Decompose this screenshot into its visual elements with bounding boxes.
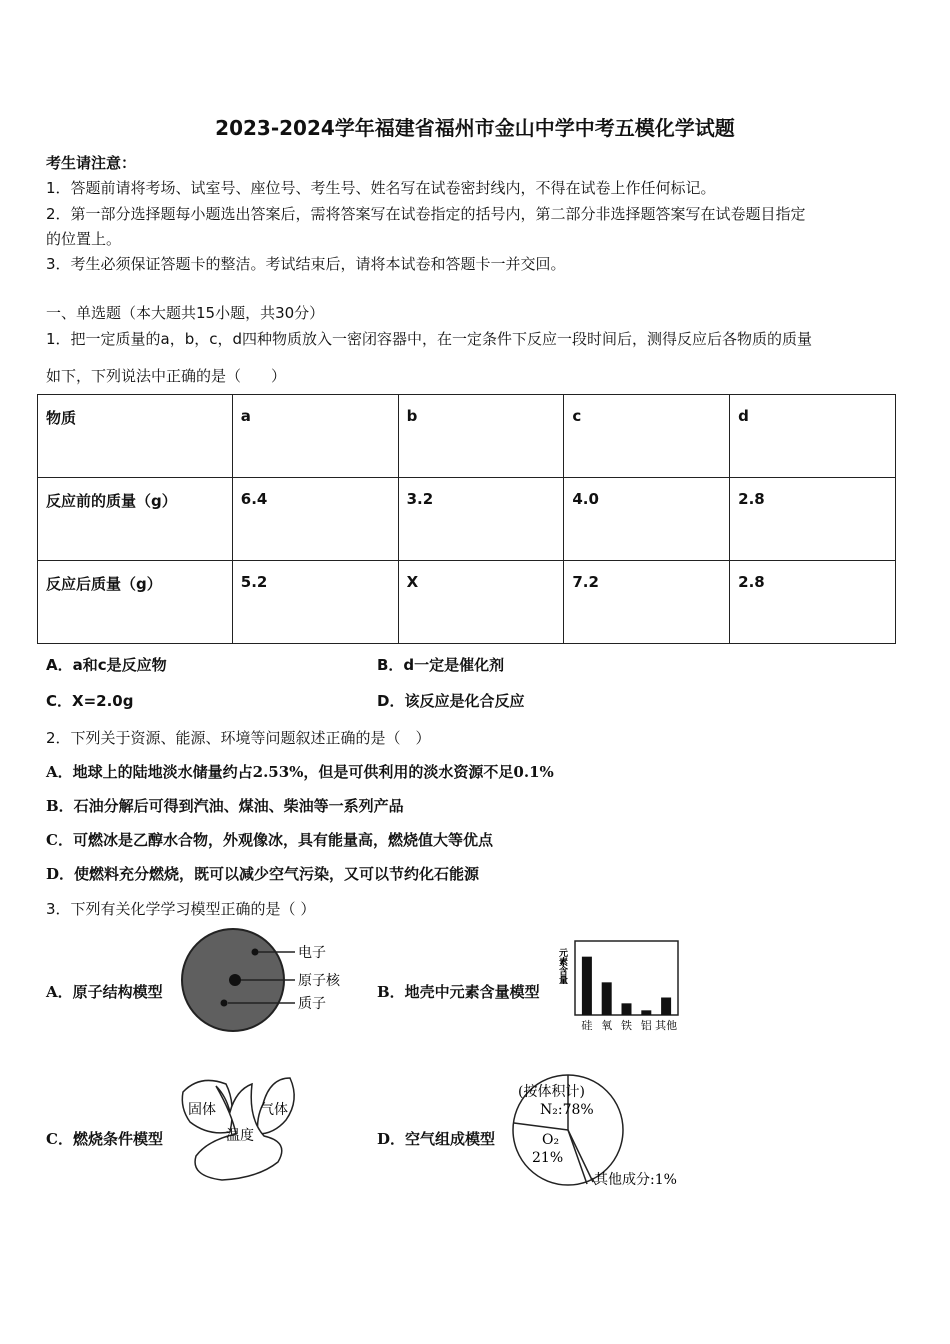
q3-option-a: A．原子结构模型 [46,983,163,1001]
q3-option-d: D．空气组成模型 [377,1130,496,1148]
q1-stem-cont: 如下，下列说法中正确的是（ ） [46,367,287,385]
section-heading: 一、单选题（本大题共15小题，共30分） [46,304,325,322]
q3-option-c: C．燃烧条件模型 [46,1130,163,1148]
tick-label: 硅 [581,1019,593,1032]
table-row [38,395,896,478]
table-cell: 物质 [38,395,233,478]
notice-item-1: 1．答题前请将考场、试室号、座位号、考生号、姓名写在试卷密封线内，不得在试卷上作任何标记。 [46,179,716,197]
notice-item-2: 2．第一部分选择题每小题选出答案后，需将答案写在试卷指定的括号内，第二部分非选择题答案写在试卷题目指定 [46,205,806,223]
bar-其他 [661,998,671,1016]
table-cell: 3.2 [398,478,564,561]
crust-bar-chart [555,938,685,1034]
bar-氧 [602,982,612,1015]
notice-heading: 考生请注意： [46,154,137,172]
table-cell: 4.0 [564,478,730,561]
air-composition-figure [510,1072,700,1192]
solid-label: 固体 [188,1102,216,1118]
q3-option-b: B．地壳中元素含量模型 [377,983,540,1001]
table-cell: 反应后质量（g） [38,561,233,644]
table-cell: d [730,395,896,478]
tick-label: 铝 [640,1019,652,1032]
tick-label: 铁 [621,1019,632,1032]
table-cell: 反应前的质量（g） [38,478,233,561]
o2-label: O₂ [542,1132,560,1148]
notice-item-3: 3．考生必须保证答题卡的整洁。考试结束后，请将本试卷和答题卡一并交回。 [46,255,566,273]
tick-label: 氧 [601,1019,613,1032]
table-cell: 6.4 [232,478,398,561]
tick-label: 其他 [655,1019,678,1032]
q1-option-b: B．d一定是催化剂 [377,656,505,674]
page-title: 2023-2024学年福建省福州市金山中学中考五模化学试题 [215,116,735,140]
table-cell: 2.8 [730,478,896,561]
q2-option-a: A．地球上的陆地淡水储量约占2.53%，但是可供利用的淡水资源不足0.1% [46,763,554,781]
chart-ylabel: 元素含量 [557,948,567,984]
other-label: 其他成分:1% [594,1172,677,1188]
q1-stem: 1．把一定质量的a，b，c，d四种物质放入一密闭容器中，在一定条件下反应一段时间后，测得反应后各物质的质量 [46,330,813,348]
bar-铁 [622,1003,632,1015]
notice-item-2-cont: 的位置上。 [46,230,122,248]
q2-stem: 2．下列关于资源、能源、环境等问题叙述正确的是（ ） [46,729,431,747]
combustion-model-figure [178,1072,308,1184]
table-row [38,478,896,561]
proton-label: 质子 [298,996,326,1012]
nucleus-label: 原子核 [298,973,340,989]
q2-option-b: B．石油分解后可得到汽油、煤油、柴油等一系列产品 [46,797,404,815]
table-cell: b [398,395,564,478]
q1-table [37,394,896,644]
bar-硅 [582,957,592,1015]
q2-option-c: C．可燃冰是乙醇水合物，外观像冰，具有能量高，燃烧值大等优点 [46,831,493,849]
q2-option-d: D．使燃料充分燃烧，既可以减少空气污染，又可以节约化石能源 [46,865,480,883]
proton-dot [221,1000,228,1007]
table-cell: 7.2 [564,561,730,644]
o2-pct-label: 21% [532,1150,564,1166]
gas-label: 气体 [260,1102,288,1118]
temperature-label: 温度 [226,1128,254,1144]
atom-model-figure [178,928,368,1036]
q1-option-c: C．X=2.0g [46,692,134,710]
q1-option-a: A．a和c是反应物 [46,656,167,674]
electron-label: 电子 [298,945,326,961]
table-cell: X [398,561,564,644]
q1-option-d: D．该反应是化合反应 [377,692,525,710]
table-cell: 5.2 [232,561,398,644]
bar-铝 [641,1010,651,1015]
nucleus-dot [229,974,241,986]
table-row [38,561,896,644]
table-cell: 2.8 [730,561,896,644]
table-cell: a [232,395,398,478]
n2-label: N₂:78% [540,1102,594,1118]
table-cell: c [564,395,730,478]
electron-dot [252,949,259,956]
q3-stem: 3．下列有关化学学习模型正确的是（ ） [46,900,316,918]
air-header: (按体积计) [518,1084,585,1100]
